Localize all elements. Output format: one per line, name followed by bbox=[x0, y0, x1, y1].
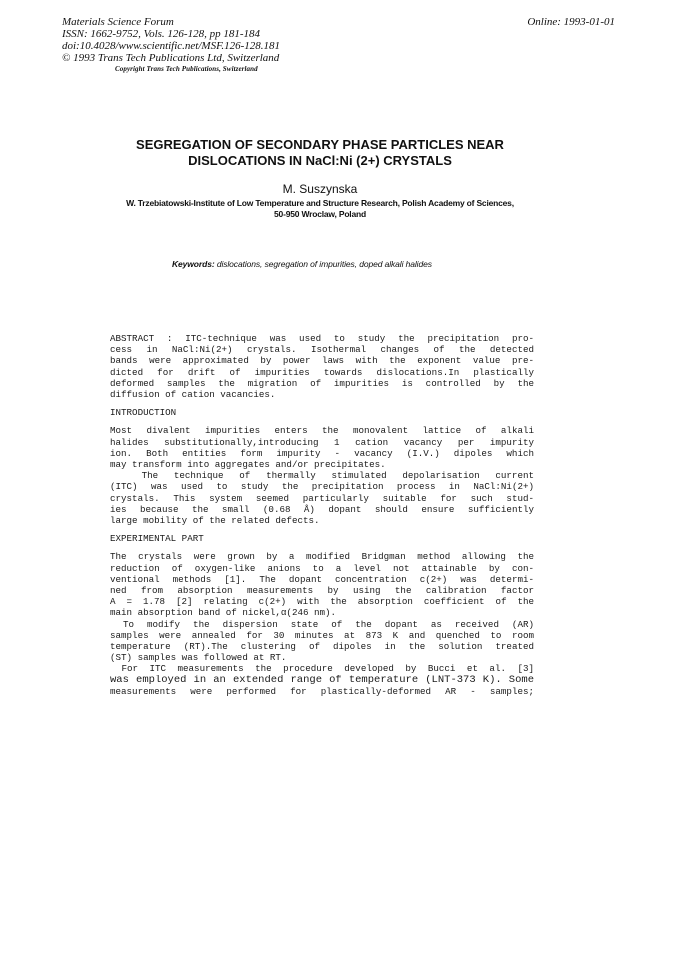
experimental-line: temperature (RT).The clustering of dipoles in the solution treated bbox=[110, 641, 534, 653]
affiliation bbox=[0, 198, 640, 220]
experimental-line: main absorption band of nickel,α(246 nm). bbox=[110, 607, 337, 619]
experimental-line: For ITC measurements the procedure developed by Bucci et al. [3] bbox=[110, 663, 534, 675]
keywords-text: dislocations, segregation of impurities, doped alkali halides bbox=[216, 259, 432, 269]
introduction-line: ies because the small (0.68 Å) dopant should ensure sufficiently bbox=[110, 503, 534, 515]
introduction-line: may transform into aggregates and/or precipitates. bbox=[110, 459, 386, 471]
experimental-line: samples were annealed for 30 minutes at 873 K and quenched to room bbox=[110, 629, 534, 641]
title-line-1: SEGREGATION OF SECONDARY PHASE PARTICLES NEAR bbox=[136, 137, 504, 152]
journal-header bbox=[62, 16, 280, 74]
experimental-part bbox=[110, 551, 534, 697]
introduction-line: (ITC) was used to study the precipitation process in NaCl:Ni(2+) bbox=[110, 481, 534, 493]
abstract-line: cess in NaCl:Ni(2+) crystals. Isothermal changes of the detected bbox=[110, 344, 534, 356]
abstract-line: bands were approximated by power laws with the exponent value pre- bbox=[110, 355, 534, 367]
experimental-heading: EXPERIMENTAL PART bbox=[110, 533, 204, 545]
paper-title bbox=[0, 137, 640, 169]
introduction-line: large mobility of the related defects. bbox=[110, 515, 320, 527]
introduction bbox=[110, 425, 534, 526]
experimental-line: reduction of oxygen-like anions to a level not attainable by con- bbox=[110, 562, 534, 574]
experimental-line: measurements were performed for plastically-deformed AR - samples; bbox=[110, 685, 534, 697]
abstract-line: dicted for drift of impurities towards dislocations.In plastically bbox=[110, 366, 534, 378]
abstract bbox=[110, 333, 534, 400]
copyright-line: © 1993 Trans Tech Publications Ltd, Switzerland bbox=[62, 52, 280, 64]
introduction-heading: INTRODUCTION bbox=[110, 407, 177, 419]
experimental-line: was employed in an extended range of temperature (LNT-373 K). Some bbox=[110, 674, 534, 686]
abstract-line: diffusion of cation vacancies. bbox=[110, 389, 276, 401]
abstract-line: deformed samples the migration of impurities is controlled by the bbox=[110, 377, 534, 389]
author: M. Suszynska bbox=[282, 182, 358, 196]
journal-name: Materials Science Forum bbox=[62, 16, 174, 28]
introduction-line: The technique of thermally stimulated depolarisation current bbox=[110, 470, 534, 482]
experimental-line: (ST) samples was followed at RT. bbox=[110, 652, 287, 664]
introduction-line: halides substitutionally,introducing 1 cation vacancy per impurity bbox=[110, 436, 534, 448]
introduction-line: ion. Both entities form impurity - vacancy (I.V.) dipoles which bbox=[110, 447, 534, 459]
experimental-line: To modify the dispersion state of the dopant as received (AR) bbox=[110, 618, 534, 630]
issn-line: ISSN: 1662-9752, Vols. 126-128, pp 181-184 bbox=[62, 28, 260, 40]
experimental-line: ventional methods [1]. The dopant concentration c(2+) was determi- bbox=[110, 573, 534, 585]
keywords bbox=[172, 259, 432, 269]
copyright-small: Copyright Trans Tech Publications, Switzerland bbox=[115, 65, 258, 73]
paper-body bbox=[110, 333, 534, 697]
keywords-label: Keywords: bbox=[172, 259, 215, 269]
title-line-2: DISLOCATIONS IN NaCl:Ni (2+) CRYSTALS bbox=[188, 153, 452, 168]
experimental-line: ned from absorption measurements by using the calibration factor bbox=[110, 585, 534, 597]
doi-line: doi:10.4028/www.scientific.net/MSF.126-128.181 bbox=[62, 40, 281, 52]
experimental-line: The crystals were grown by a modified Bridgman method allowing the bbox=[110, 551, 534, 563]
introduction-line: crystals. This system seemed particularly suitable for such stud- bbox=[110, 492, 534, 504]
abstract-line: ABSTRACT : ITC-technique was used to study the precipitation pro- bbox=[110, 333, 534, 344]
experimental-line: A = 1.78 [2] relating c(2+) with the absorption coefficient of the bbox=[110, 596, 534, 608]
online-date: Online: 1993-01-01 bbox=[527, 16, 615, 28]
affiliation-line-2: 50-950 Wroclaw, Poland bbox=[274, 209, 366, 219]
affiliation-line-1: W. Trzebiatowski-Institute of Low Temperature and Structure Research, Polish Academy of Sciences, bbox=[126, 198, 514, 208]
introduction-line: Most divalent impurities enters the monovalent lattice of alkali bbox=[110, 425, 534, 437]
